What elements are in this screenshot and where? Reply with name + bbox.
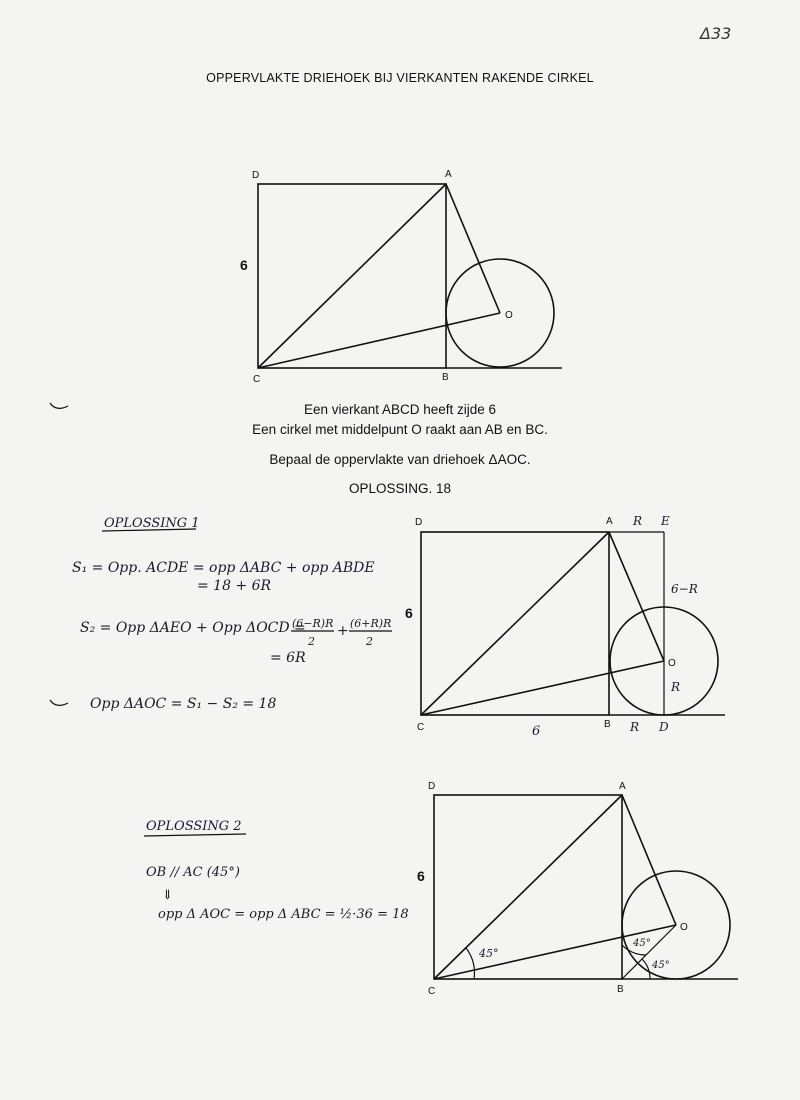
segment-co-3 bbox=[434, 925, 676, 979]
angle-arc-c bbox=[466, 948, 475, 979]
label-c-3: C bbox=[428, 986, 436, 997]
label-r-bottom: R bbox=[630, 720, 640, 734]
side-length-2: 6 bbox=[405, 605, 413, 621]
solution-1-line-5: Opp ΔAOC = S₁ − S₂ = 18 bbox=[90, 696, 277, 712]
solution-1-line-3: S₂ = Opp ΔAEO + Opp ΔOCD = bbox=[80, 620, 306, 636]
implies-arrow: ⇓ bbox=[162, 888, 173, 903]
label-o: O bbox=[505, 310, 513, 321]
statement-line-1: Een vierkant ABCD heeft zijde 6 bbox=[303, 402, 497, 417]
label-d: D bbox=[252, 170, 260, 181]
label-r-top: R bbox=[633, 514, 643, 528]
label-e: E bbox=[661, 514, 670, 528]
solution-1-heading: OPLOSSING 1 bbox=[104, 516, 200, 531]
label-a-2: A bbox=[606, 516, 613, 527]
fraction-1-numerator: (6−R)R bbox=[292, 617, 334, 630]
plus-sign: + bbox=[337, 623, 349, 639]
heading-2-underline bbox=[144, 834, 246, 836]
segment-ao bbox=[446, 184, 500, 313]
answer-line: OPLOSSING. 18 bbox=[348, 481, 452, 496]
segment-ao-3 bbox=[622, 795, 676, 925]
label-a-3: A bbox=[619, 781, 626, 792]
solution-2-line-2: opp Δ AOC = opp Δ ABC = ½·36 = 18 bbox=[158, 907, 409, 922]
page-number: Δ33 bbox=[700, 24, 732, 43]
angle-label-b1: 45° bbox=[633, 938, 651, 949]
side-length: 6 bbox=[240, 257, 248, 273]
label-6-minus-r: 6−R bbox=[671, 582, 698, 596]
diagonal-ac-3 bbox=[434, 795, 622, 979]
label-r-right: R bbox=[671, 680, 681, 694]
statement-line-3: Bepaal de oppervlakte van driehoek ΔAOC. bbox=[269, 452, 531, 467]
solution-1-line-2: = 18 + 6R bbox=[197, 578, 272, 594]
solution-1-line-1: S₁ = Opp. ACDE = opp ΔABC + opp ABDE bbox=[72, 560, 375, 576]
label-d-3: D bbox=[428, 781, 436, 792]
segment-co-2 bbox=[421, 661, 664, 715]
diagonal-ac-2 bbox=[421, 532, 609, 715]
label-6-bottom: 6 bbox=[532, 724, 541, 739]
page-title: OPPERVLAKTE DRIEHOEK BIJ VIERKANTEN RAKENDE CIRKEL bbox=[206, 71, 594, 85]
diagonal-ac bbox=[258, 184, 446, 368]
figure-1 bbox=[240, 169, 562, 385]
punch-hole-mark-2 bbox=[50, 700, 68, 705]
solution-1-line-4: = 6R bbox=[270, 650, 306, 666]
label-b-2: B bbox=[604, 719, 611, 730]
label-d-2: D bbox=[415, 517, 423, 528]
fraction-2-denominator: 2 bbox=[366, 635, 373, 648]
angle-label-c: 45° bbox=[479, 947, 499, 960]
label-b-3: B bbox=[617, 984, 624, 995]
solution-2-heading: OPLOSSING 2 bbox=[146, 819, 242, 834]
angle-label-b2: 45° bbox=[652, 960, 670, 971]
solution-2-line-1: OB // AC (45°) bbox=[146, 865, 240, 880]
figure-3 bbox=[417, 781, 738, 997]
solution-1 bbox=[72, 516, 392, 712]
label-c-2: C bbox=[417, 722, 425, 733]
label-o-3: O bbox=[680, 922, 688, 933]
label-c: C bbox=[253, 374, 261, 385]
figure-2 bbox=[405, 514, 725, 739]
fraction-2-numerator: (6+R)R bbox=[350, 617, 392, 630]
segment-ao-2 bbox=[609, 532, 664, 661]
label-a: A bbox=[445, 169, 452, 180]
label-b: B bbox=[442, 372, 449, 383]
solution-2 bbox=[144, 819, 409, 922]
fraction-1-denominator: 2 bbox=[308, 635, 315, 648]
label-o-2: O bbox=[668, 658, 676, 669]
punch-hole-mark-1 bbox=[50, 403, 68, 408]
statement-line-2: Een cirkel met middelpunt O raakt aan AB en BC. bbox=[252, 422, 548, 437]
segment-co bbox=[258, 313, 500, 368]
label-d-bottom: D bbox=[659, 720, 669, 734]
side-length-3: 6 bbox=[417, 868, 425, 884]
